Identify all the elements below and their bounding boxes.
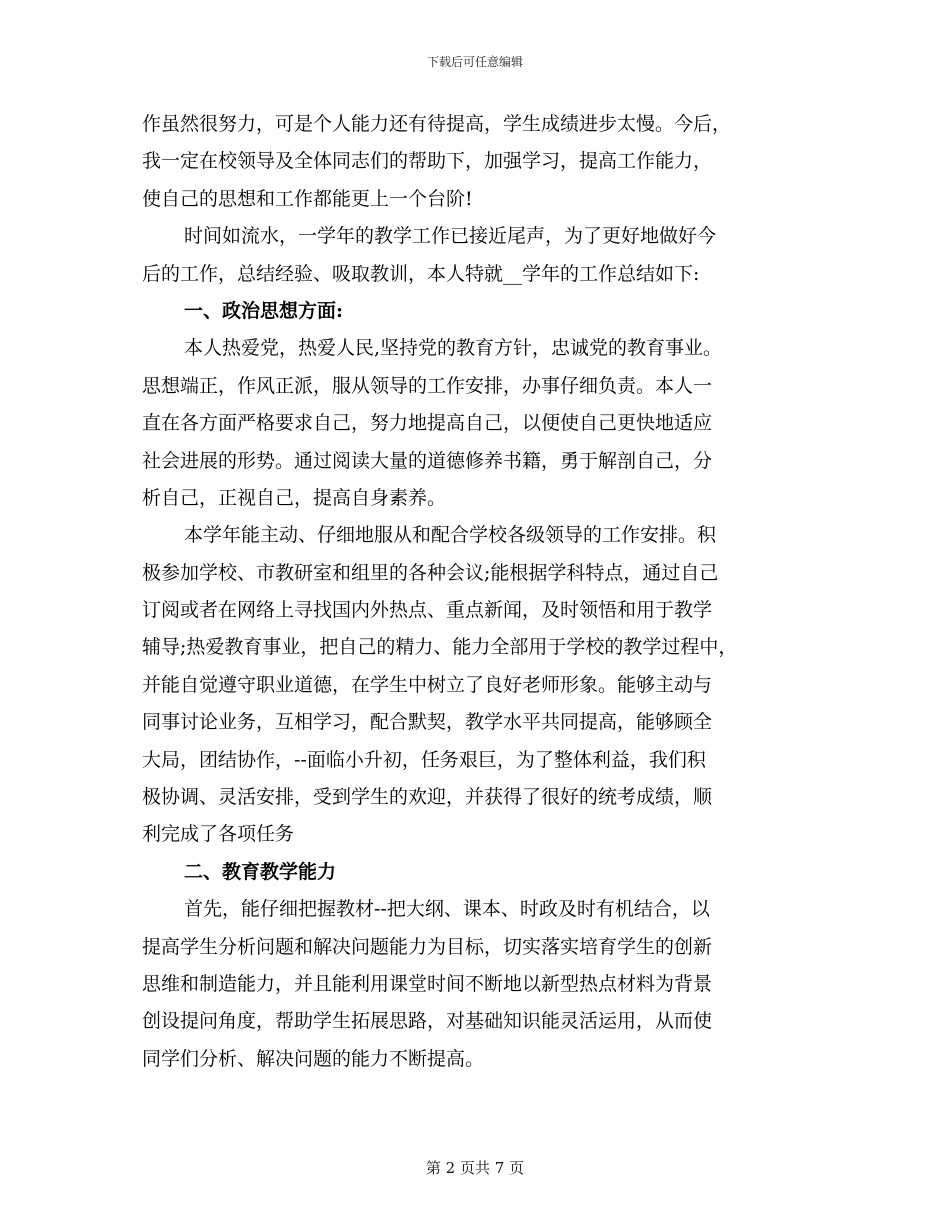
document-body <box>142 106 822 1078</box>
paragraph-line: 同事讨论业务，互相学习，配合默契，教学水平共同提高，能够顾全 <box>142 711 713 734</box>
paragraph-line: 本人热爱党，热爱人民,坚持党的教育方针，忠诚党的教育事业。 <box>184 337 723 360</box>
paragraph-line: 析自己，正视自己，提高自身素养。 <box>142 486 447 509</box>
paragraph-line: 作虽然很努力，可是个人能力还有待提高，学生成绩进步太慢。今后， <box>142 113 732 135</box>
paragraph-line: 利完成了各项任务 <box>142 823 295 846</box>
page-footer: 第 2 页共 7 页 <box>425 1159 525 1177</box>
paragraph-line: 本学年能主动、仔细地服从和配合学校各级领导的工作安排。积 <box>184 524 717 547</box>
paragraph-line: 同学们分析、解决问题的能力不断提高。 <box>142 1047 485 1070</box>
paragraph-line: 极参加学校、市教研室和组里的各种会议;能根据学科特点，通过自己 <box>142 561 719 584</box>
paragraph-line: 直在各方面严格要求自己，努力地提高自己，以便使自己更快地适应 <box>142 412 713 435</box>
paragraph-line: 创设提问角度，帮助学生拓展思路，对基础知识能灵活运用，从而使 <box>142 1010 713 1033</box>
section-heading: 一、政治思想方面: <box>184 299 344 322</box>
paragraph-line: 思维和制造能力，并且能利用课堂时间不断地以新型热点材料为背景 <box>142 972 713 995</box>
page-header: 下载后可任意编辑 <box>426 55 523 69</box>
paragraph-line: 辅导;热爱教育事业，把自己的精力、能力全部用于学校的教学过程中， <box>142 636 738 659</box>
paragraph-line: 首先，能仔细把握教材--把大纲、课本、时政及时有机结合，以 <box>184 898 710 921</box>
paragraph-line: 提高学生分析问题和解决问题能力为目标，切实落实培育学生的创新 <box>142 935 713 958</box>
paragraph-line: 我一定在校领导及全体同志们的帮助下，加强学习，提高工作能力， <box>142 150 713 173</box>
paragraph-line: 使自己的思想和工作都能更上一个台阶! <box>142 187 473 210</box>
paragraph-line: 后的工作，总结经验、吸取教训，本人特就__学年的工作总结如下: <box>142 262 700 285</box>
section-heading: 二、教育教学能力 <box>184 860 337 883</box>
paragraph-line: 极协调、灵活安排，受到学生的欢迎，并获得了很好的统考成绩，顺 <box>142 786 713 809</box>
paragraph-line: 思想端正，作风正派，服从领导的工作安排，办事仔细负责。本人一 <box>142 374 713 397</box>
paragraph-line: 大局，团结协作，--面临小升初，任务艰巨，为了整体利益，我们积 <box>142 748 706 771</box>
paragraph-line: 社会进展的形势。通过阅读大量的道德修养书籍，勇于解剖自己，分 <box>142 449 713 472</box>
paragraph-line: 订阅或者在网络上寻找国内外热点、重点新闻，及时领悟和用于教学 <box>142 599 713 622</box>
paragraph-line: 时间如流水，一学年的教学工作已接近尾声，为了更好地做好今 <box>184 225 717 248</box>
paragraph-line: 并能自觉遵守职业道德，在学生中树立了良好老师形象。能够主动与 <box>142 673 713 696</box>
